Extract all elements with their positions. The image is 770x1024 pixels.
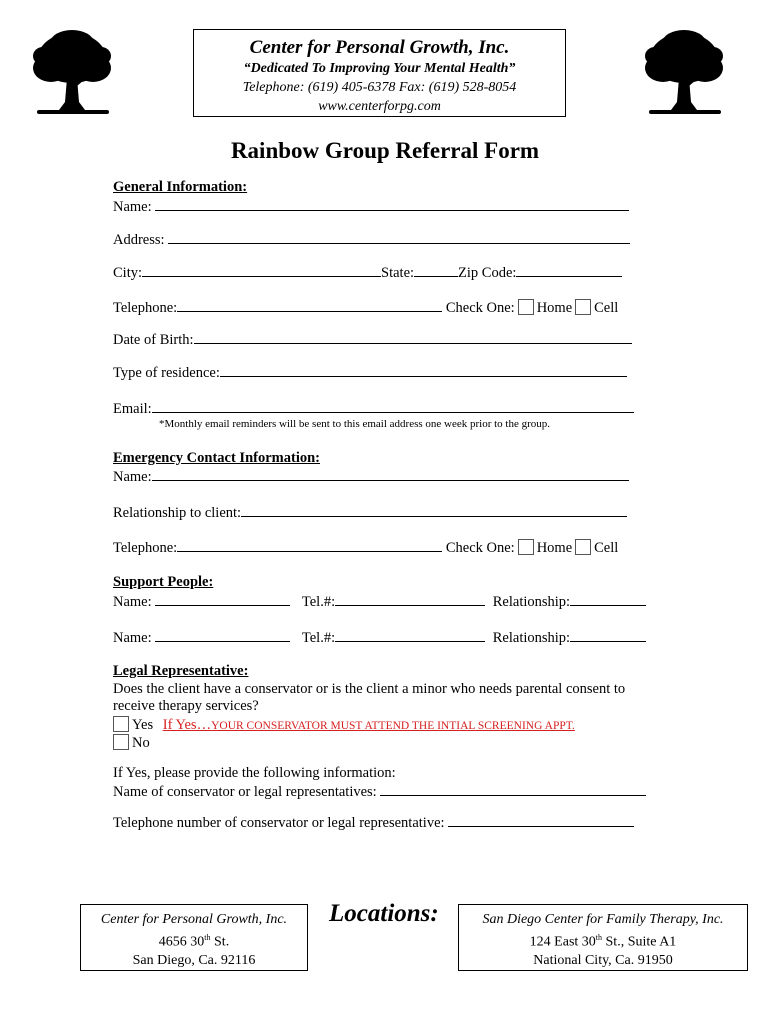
emergency-cell-label: Cell xyxy=(594,540,619,556)
emergency-telephone-label: Telephone: xyxy=(113,540,178,556)
emergency-heading: Emergency Contact Information: xyxy=(113,450,320,466)
location-left-street-sup: th xyxy=(204,933,211,942)
support-tel-label: Tel.#: xyxy=(301,594,336,610)
legal-heading: Legal Representative: xyxy=(113,663,249,679)
location-right-street-num: 124 East 30 xyxy=(529,934,596,950)
email-note: *Monthly email reminders will be sent to this email address one week prior to the group. xyxy=(159,418,551,430)
location-right-street xyxy=(459,929,747,952)
address-field-row xyxy=(113,230,630,249)
emergency-home-checkbox[interactable] xyxy=(518,539,534,555)
name-field-row xyxy=(113,197,629,216)
conservator-phone-row xyxy=(113,813,634,832)
support-name-field[interactable] xyxy=(155,628,290,642)
support-tel-field[interactable] xyxy=(335,592,485,606)
emergency-telephone-row xyxy=(113,538,618,557)
dob-row xyxy=(113,330,632,349)
relationship-field[interactable] xyxy=(241,503,627,517)
warning-lead: If Yes… xyxy=(162,717,212,733)
telephone-row xyxy=(113,298,618,317)
tree-logo-right-icon xyxy=(641,28,727,118)
conservator-phone-label: Telephone number of conservator or legal representative: xyxy=(113,815,449,831)
location-right-name: San Diego Center for Family Therapy, Inc. xyxy=(482,912,724,927)
city-state-zip-row xyxy=(113,263,622,282)
no-label: No xyxy=(132,735,150,751)
emergency-name-label: Name: xyxy=(113,469,152,485)
if-yes-text: If Yes, please provide the following information: xyxy=(113,765,396,781)
header-box xyxy=(193,29,566,117)
emergency-cell-checkbox[interactable] xyxy=(575,539,591,555)
legal-question-line-1: Does the client have a conservator or is the client a minor who needs parental consent to xyxy=(113,681,626,697)
email-row xyxy=(113,399,634,418)
home-label: Home xyxy=(536,300,573,316)
legal-question-line-2: receive therapy services? xyxy=(113,698,259,714)
city-field[interactable] xyxy=(142,263,381,277)
conservator-phone-field[interactable] xyxy=(448,813,634,827)
location-box-left xyxy=(80,904,308,971)
conservator-warning xyxy=(163,717,575,733)
email-label: Email: xyxy=(113,401,152,417)
city-label: City: xyxy=(113,265,143,281)
address-field[interactable] xyxy=(168,230,630,244)
yes-row xyxy=(113,716,575,734)
location-left-street-rest: St. xyxy=(210,934,230,950)
tagline: “Dedicated To Improving Your Mental Health” xyxy=(243,61,516,76)
emergency-name-field[interactable] xyxy=(152,467,629,481)
conservator-name-label: Name of conservator or legal representatives: xyxy=(113,784,381,800)
dob-field[interactable] xyxy=(194,330,632,344)
support-row-1 xyxy=(113,592,646,611)
dob-label: Date of Birth: xyxy=(113,332,194,348)
relationship-row xyxy=(113,503,627,522)
support-relationship-field[interactable] xyxy=(570,592,646,606)
name-label: Name: xyxy=(113,199,156,215)
tree-logo-left-icon xyxy=(29,28,115,118)
residence-label: Type of residence: xyxy=(113,365,220,381)
support-tel-label: Tel.#: xyxy=(301,630,336,646)
location-left-city: San Diego, Ca. 92116 xyxy=(132,952,256,968)
emergency-name-row xyxy=(113,467,629,486)
conservator-name-field[interactable] xyxy=(380,782,646,796)
support-heading: Support People: xyxy=(113,574,214,590)
address-label: Address: xyxy=(113,232,169,248)
general-info-heading: General Information: xyxy=(113,179,248,195)
emergency-check-one-label: Check One: xyxy=(445,540,515,556)
support-name-field[interactable] xyxy=(155,592,290,606)
support-row-2 xyxy=(113,628,646,647)
org-name: Center for Personal Growth, Inc. xyxy=(249,37,510,58)
email-field[interactable] xyxy=(152,399,634,413)
telephone-field[interactable] xyxy=(177,298,442,312)
emergency-home-label: Home xyxy=(536,540,573,556)
cell-checkbox[interactable] xyxy=(575,299,591,315)
locations-label: Locations: xyxy=(329,900,439,927)
residence-field[interactable] xyxy=(220,363,627,377)
cell-label: Cell xyxy=(594,300,619,316)
name-field[interactable] xyxy=(155,197,629,211)
support-name-label: Name: xyxy=(113,594,156,610)
support-name-label: Name: xyxy=(113,630,156,646)
location-right-city: National City, Ca. 91950 xyxy=(533,952,673,968)
form-title: Rainbow Group Referral Form xyxy=(230,138,540,163)
telephone-label: Telephone: xyxy=(113,300,178,316)
support-relationship-label: Relationship: xyxy=(492,594,571,610)
website: www.centerforpg.com xyxy=(318,99,441,114)
emergency-telephone-field[interactable] xyxy=(177,538,442,552)
location-left-street-num: 4656 30 xyxy=(158,934,205,950)
zip-field[interactable] xyxy=(516,263,622,277)
contact-line: Telephone: (619) 405-6378 Fax: (619) 528-8054 xyxy=(242,80,517,95)
conservator-name-row xyxy=(113,782,646,801)
check-one-label: Check One: xyxy=(445,300,515,316)
location-right-street-rest: St., Suite A1 xyxy=(602,934,677,950)
residence-row xyxy=(113,363,627,382)
location-right-street-sup: th xyxy=(595,933,603,942)
state-field[interactable] xyxy=(414,263,458,277)
relationship-label: Relationship to client: xyxy=(113,505,242,521)
warning-text: YOUR CONSERVATOR MUST ATTEND THE INTIAL SCREENING APPT. xyxy=(211,720,575,732)
location-left-name: Center for Personal Growth, Inc. xyxy=(100,912,288,927)
location-box-right xyxy=(458,904,748,971)
no-checkbox[interactable] xyxy=(113,734,129,750)
no-row xyxy=(113,734,150,752)
support-relationship-field[interactable] xyxy=(570,628,646,642)
zip-label: Zip Code: xyxy=(458,265,517,281)
state-label: State: xyxy=(381,265,415,281)
home-checkbox[interactable] xyxy=(518,299,534,315)
yes-label: Yes xyxy=(132,717,154,733)
support-tel-field[interactable] xyxy=(335,628,485,642)
yes-checkbox[interactable] xyxy=(113,716,129,732)
support-relationship-label: Relationship: xyxy=(492,630,571,646)
location-left-street xyxy=(81,929,307,952)
